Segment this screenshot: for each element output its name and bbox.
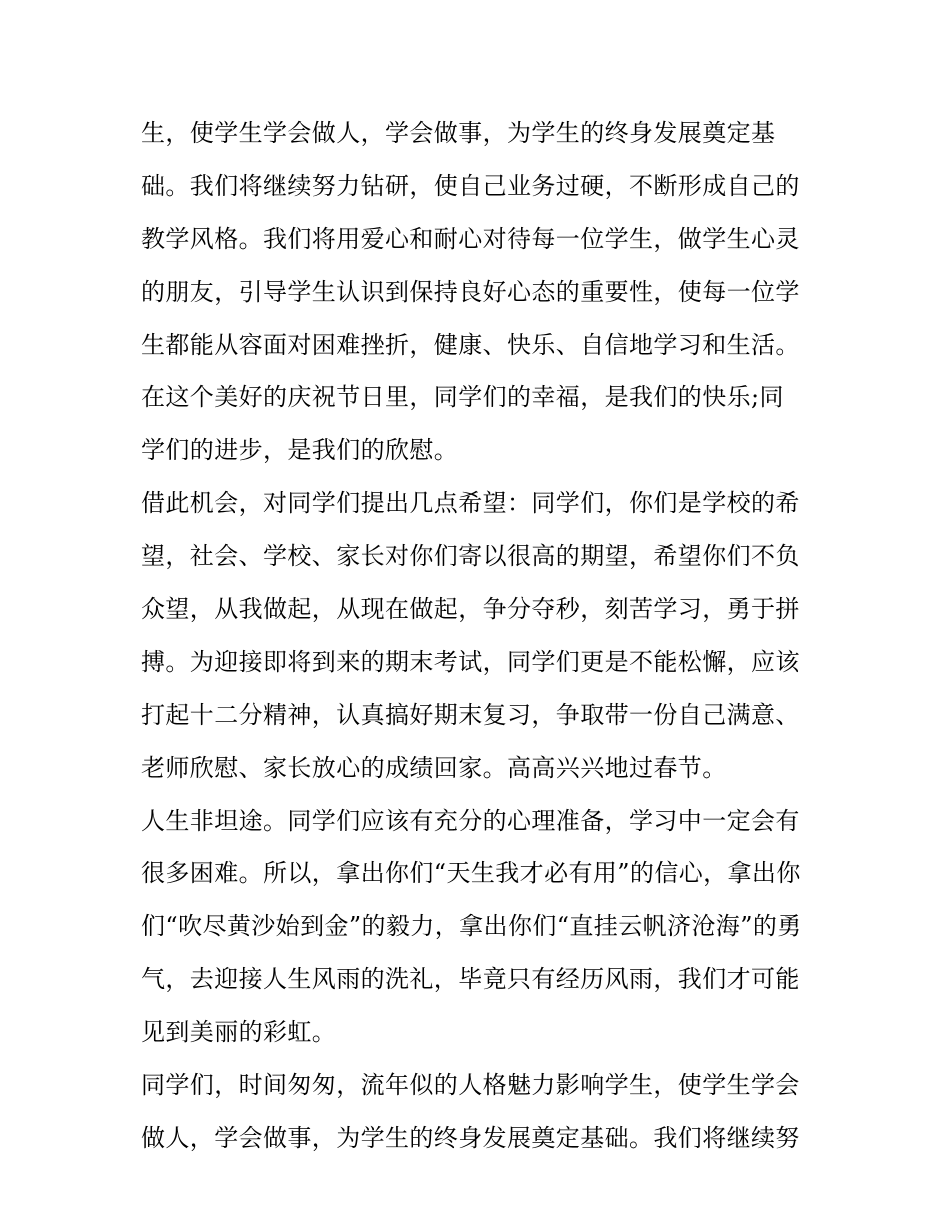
text-line: 人生非坦途。同学们应该有充分的心理准备，学习中一定会有 [141, 806, 800, 835]
text-line: 见到美丽的彩虹。 [141, 1018, 337, 1047]
text-line: 们“吹尽黄沙始到金”的毅力，拿出你们“直挂云帆济沧海”的勇 [141, 912, 802, 941]
text-line: 做人，学会做事，为学生的终身发展奠定基础。我们将继续努 [141, 1123, 800, 1152]
text-line: 打起十二分精神，认真搞好期末复习，争取带一份自己满意、 [141, 700, 800, 729]
text-line: 的朋友，引导学生认识到保持良好心态的重要性，使每一位学 [141, 277, 800, 306]
text-line: 生都能从容面对困难挫折，健康、快乐、自信地学习和生活。 [141, 330, 800, 359]
document-body [141, 107, 841, 1165]
text-line: 同学们，时间匆匆，流年似的人格魅力影响学生，使学生学会 [141, 1071, 800, 1100]
text-line: 生，使学生学会做人，学会做事，为学生的终身发展奠定基 [141, 119, 776, 147]
text-line: 气，去迎接人生风雨的洗礼，毕竟只有经历风雨，我们才可能 [141, 965, 800, 994]
text-line: 础。我们将继续努力钻研，使自己业务过硬，不断形成自己的 [141, 171, 800, 200]
text-line: 教学风格。我们将用爱心和耐心对待每一位学生，做学生心灵 [141, 224, 800, 253]
text-line: 老师欣慰、家长放心的成绩回家。高高兴兴地过春节。 [141, 753, 727, 782]
text-line: 借此机会，对同学们提出几点希望：同学们，你们是学校的希 [141, 489, 800, 518]
text-line: 望，社会、学校、家长对你们寄以很高的期望，希望你们不负 [141, 542, 800, 571]
text-line: 学们的进步，是我们的欣慰。 [141, 436, 459, 465]
text-line: 众望，从我做起，从现在做起，争分夺秒，刻苦学习，勇于拼 [141, 595, 800, 624]
text-line: 很多困难。所以，拿出你们“天生我才必有用”的信心，拿出你 [141, 859, 801, 888]
text-line: 搏。为迎接即将到来的期末考试，同学们更是不能松懈，应该 [141, 647, 800, 676]
text-line: 在这个美好的庆祝节日里，同学们的幸福，是我们的快乐;同 [141, 383, 784, 412]
